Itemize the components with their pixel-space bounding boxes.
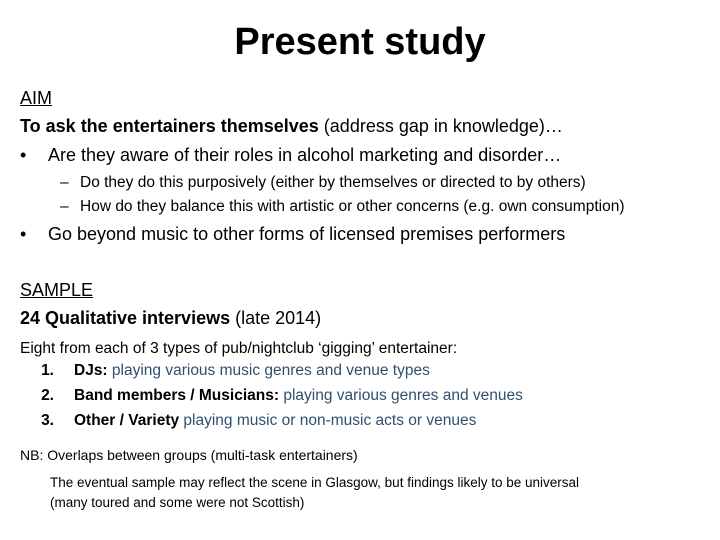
bullet-dot-icon: • <box>20 145 27 165</box>
aim-sub-1-text: Do they do this purposively (either by themselves or directed to by others) <box>80 174 586 191</box>
aim-lead-bold: To ask the entertainers themselves <box>20 116 319 136</box>
aim-sub-2-text: How do they balance this with artistic or other concerns (e.g. own consumption) <box>80 198 625 215</box>
sample-intro: Eight from each of 3 types of pub/nightclub ‘gigging’ entertainer: <box>20 340 458 357</box>
item-desc: playing various genres and venues <box>279 387 523 404</box>
nb-note-1: The eventual sample may reflect the scene in Glasgow, but findings likely to be universal <box>50 475 580 490</box>
sample-heading: SAMPLE <box>20 280 94 300</box>
bullet-dot-icon: • <box>20 224 27 244</box>
item-number: 2. <box>41 387 54 404</box>
sample-lead <box>20 308 321 329</box>
sample-item-2 <box>32 387 523 405</box>
aim-bullet-1-text: Are they aware of their roles in alcohol marketing and disorder… <box>48 145 562 165</box>
item-label: Band members / Musicians: <box>74 387 280 404</box>
aim-lead-rest: (address gap in knowledge)… <box>318 116 563 136</box>
page-title: Present study <box>234 21 486 63</box>
dash-icon: – <box>60 198 69 215</box>
item-label: Other / Variety <box>74 412 180 429</box>
dash-icon: – <box>60 174 69 191</box>
item-desc: playing various music genres and venue types <box>107 362 430 379</box>
nb-line: NB: Overlaps between groups (multi-task entertainers) <box>20 447 358 463</box>
sample-lead-bold: 24 Qualitative interviews <box>20 308 231 328</box>
sample-lead-rest: (late 2014) <box>230 308 322 328</box>
item-number: 1. <box>41 362 54 379</box>
item-desc: playing music or non-music acts or venues <box>179 412 477 429</box>
item-label: DJs: <box>74 362 108 379</box>
nb-note-2: (many toured and some were not Scottish) <box>50 495 305 510</box>
sample-item-1 <box>32 362 430 380</box>
sample-item-3 <box>32 412 476 430</box>
aim-heading: AIM <box>20 88 53 108</box>
item-number: 3. <box>41 412 54 429</box>
aim-lead <box>20 116 563 137</box>
aim-bullet-2-text: Go beyond music to other forms of licensed premises performers <box>48 224 566 244</box>
